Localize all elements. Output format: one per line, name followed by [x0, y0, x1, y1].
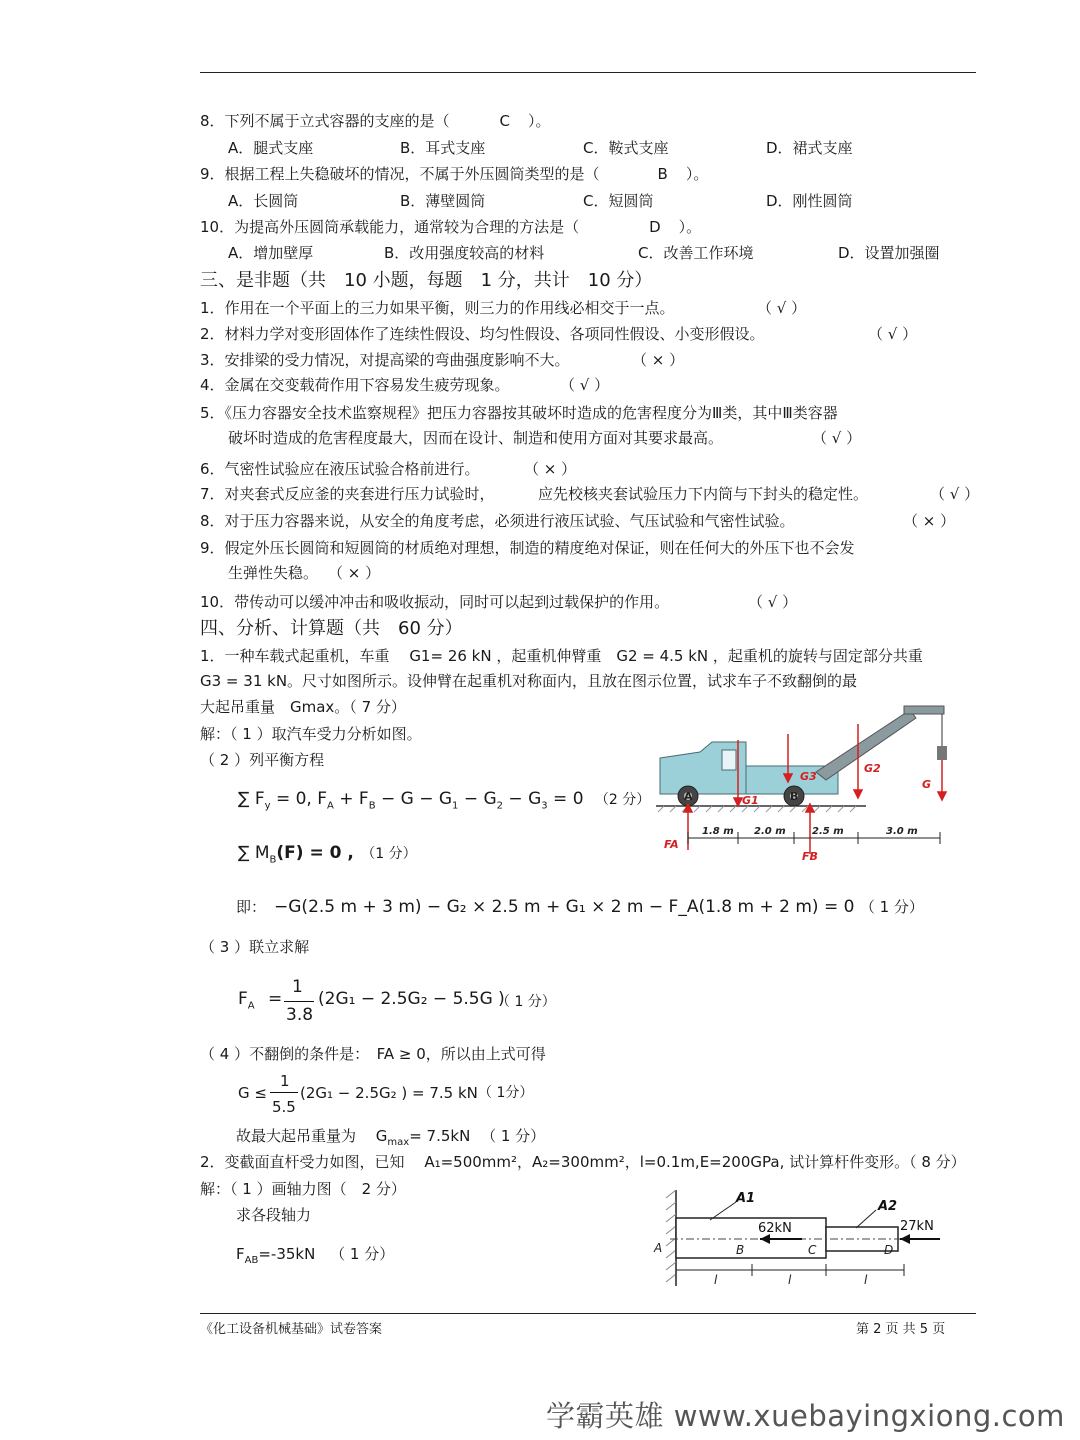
len-3: l [864, 1273, 868, 1287]
footer-page: 第 2 页 共 5 页 [856, 1322, 946, 1337]
q8-option-b: B．耳式支座 [400, 139, 486, 157]
watermark: 学霸英雄 www.xuebayingxiong.com [546, 1399, 1065, 1433]
tf-9-cont: 生弹性失稳。 [228, 564, 319, 582]
q10-answer: D [649, 218, 661, 236]
q10-option-c: C．改善工作环境 [638, 244, 754, 262]
label-fa: FA [664, 838, 679, 851]
hook-load [937, 746, 947, 760]
label-g2: G2 [864, 762, 881, 775]
p1-eq1-score: （2 分） [594, 792, 651, 808]
q10-option-b: B．改用强度较高的材料 [384, 244, 545, 262]
label-g3: G3 [800, 770, 817, 783]
p1-eq2-score: （1 分） [361, 846, 417, 862]
q10-option-a: A．增加壁厚 [228, 244, 314, 262]
tf-7-mark: （ √ ） [930, 485, 980, 503]
tf-2-mark: （ √ ） [868, 325, 918, 343]
tf-4-mark: （ √ ） [560, 376, 610, 394]
q9-option-b: B．薄壁圆筒 [400, 192, 486, 210]
footer-rule [200, 1313, 976, 1314]
crane-diagram [640, 702, 956, 866]
p1-line2: G3 = 31 kN。尺寸如图所示。设伸臂在起重机对称面内，且放在图示位置，试求车子不致翻倒的最 [200, 672, 858, 690]
p1-step4: （ 4 ）不翻倒的条件是： FA ≥ 0，所以由上式可得 [200, 1045, 546, 1063]
p2-fab: $F_{AB}=-35kN$ （ 1 分） [236, 1245, 395, 1266]
tf-5-cont: 破坏时造成的危害程度最大，因而在设计、制造和使用方面对其要求最高。 [228, 429, 724, 447]
p1-eq3-score: （ 1 分） [859, 898, 924, 916]
pt-b: B [736, 1243, 745, 1257]
bar-a1 [676, 1218, 826, 1258]
dim-2: 2.0 m [754, 826, 786, 837]
p1-gmax: 故最大起吊重量为 $G_{max}= 7.5kN$ （ 1 分） [236, 1127, 546, 1148]
tf-1: 1．作用在一个平面上的三力如果平衡，则三力的作用线必相交于一点。 [200, 299, 675, 317]
p1-step3: （ 3 ）联立求解 [200, 938, 310, 956]
q8-option-a: A．腿式支座 [228, 139, 314, 157]
tf-5-mark: （ √ ） [812, 429, 862, 447]
tf-2: 2．材料力学对变形固体作了连续性假设、均匀性假设、各项同性假设、小变形假设。 [200, 325, 765, 343]
p1-line3: 大起吊重量 Gmax。（ 7 分） [200, 698, 406, 716]
label-g: G [922, 778, 932, 791]
dim-1: 1.8 m [702, 826, 734, 837]
tf-10: 10．带传动可以缓冲冲击和吸收振动，同时可以起到过载保护的作用。 [200, 593, 670, 611]
q9-option-a: A．长圆筒 [228, 192, 299, 210]
tf-5: 5．《压力容器安全技术监察规程》把压力容器按其破坏时造成的危害程度分为Ⅲ类，其中Ⅲ类容器 [200, 404, 838, 422]
tf-10-mark: （ √ ） [748, 593, 798, 611]
p1-step1: 解：（ 1 ）取汽车受力分析如图。 [200, 725, 422, 743]
p2-step2: 求各段轴力 [236, 1206, 312, 1224]
label-a: A [684, 790, 693, 803]
label-g1: G1 [742, 794, 759, 807]
tf-3: 3．安排梁的受力情况，对提高梁的弯曲强度影响不大。 [200, 351, 570, 369]
p1-line1: 1．一种车载式起重机，车重 G1= 26 kN ，起重机伸臂重 G2 = 4.5 kN ，起重机的旋转与固定部分共重 [200, 647, 923, 665]
p1-eq-sum-mb: ∑ $M_B(F) = 0$ , （1 分） [238, 843, 417, 866]
tf-9-mark: （ × ） [328, 564, 381, 582]
q9-option-d: D．刚性圆筒 [766, 192, 853, 210]
header-rule [200, 72, 976, 73]
len-1: l [714, 1273, 718, 1287]
pt-a: A [654, 1241, 663, 1255]
pt-d: D [884, 1243, 894, 1257]
p1-step2: （ 2 ）列平衡方程 [200, 751, 325, 769]
q9-stem: 9．根据工程上失稳破坏的情况，不属于外压圆筒类型的是（ B ）。 [200, 165, 709, 183]
tf-6-mark: （ × ） [524, 460, 577, 478]
p1-eq-sum-fy: ∑ $F_y = 0$, $F_A + F_B - G - G_1 - G_2 - G_3 = 0$ （2 分） [238, 789, 651, 812]
q10-stem: 10．为提高外压圆筒承载能力，通常较为合理的方法是（ D ）。 [200, 218, 702, 236]
tf-3-mark: （ × ） [632, 351, 685, 369]
q8-option-d: D．裙式支座 [766, 139, 853, 157]
bar-diagram [650, 1186, 946, 1290]
q9-answer: B [657, 165, 668, 183]
pt-c: C [808, 1243, 817, 1257]
dim-3: 2.5 m [812, 826, 844, 837]
label-a2: A2 [878, 1199, 898, 1214]
tf-6: 6．气密性试验应在液压试验合格前进行。 [200, 460, 480, 478]
tf-7: 7．对夹套式反应釜的夹套进行压力试验时， [200, 485, 495, 503]
q8-option-c: C．鞍式支座 [583, 139, 669, 157]
q10-option-d: D．设置加强圈 [838, 244, 940, 262]
dim-4: 3.0 m [886, 826, 918, 837]
tf-8: 8．对于压力容器来说，从安全的角度考虑，必须进行液压试验、气压试验和气密性试验。 [200, 512, 795, 530]
p2-line1: 2．变截面直杆受力如图，已知 A₁=500mm²，A₂=300mm²，l=0.1m,E=200GPa, 试计算杆件变形。（ 8 分） [200, 1153, 966, 1171]
len-2: l [788, 1273, 792, 1287]
label-62kn: 62kN [758, 1221, 792, 1236]
section3-title: 三、是非题（共 10 小题，每题 1 分，共计 10 分） [200, 270, 653, 291]
q9-option-c: C．短圆筒 [583, 192, 654, 210]
tf-1-mark: （ √ ） [757, 299, 807, 317]
label-b: B [790, 790, 799, 803]
tf-7-cont: 应先校核夹套试验压力下内筒与下封头的稳定性。 [538, 485, 869, 503]
p1-eq-expanded: 即： −G(2.5 m + 3 m) − G₂ × 2.5 m + G₁ × 2 m − F_A(1.8 m + 2 m) = 0 （ 1 分） [236, 897, 924, 917]
tf-8-mark: （ × ） [903, 512, 956, 530]
label-fb: FB [802, 850, 818, 863]
label-a1: A1 [736, 1191, 756, 1206]
label-27kn: 27kN [900, 1219, 934, 1234]
section4-title: 四、分析、计算题（共 60 分） [200, 618, 463, 639]
q8-answer: C [499, 112, 511, 130]
tf-4: 4．金属在交变载荷作用下容易发生疲劳现象。 [200, 376, 510, 394]
p2-step1: 解：（ 1 ）画轴力图（ 2 分） [200, 1180, 406, 1198]
tf-9: 9．假定外压长圆筒和短圆筒的材质绝对理想，制造的精度绝对保证，则在任何大的外压下也不会发 [200, 539, 855, 557]
footer-title: 《化工设备机械基础》试卷答案 [200, 1322, 383, 1337]
q8-stem: 8．下列不属于立式容器的支座的是（ C ）。 [200, 112, 551, 130]
